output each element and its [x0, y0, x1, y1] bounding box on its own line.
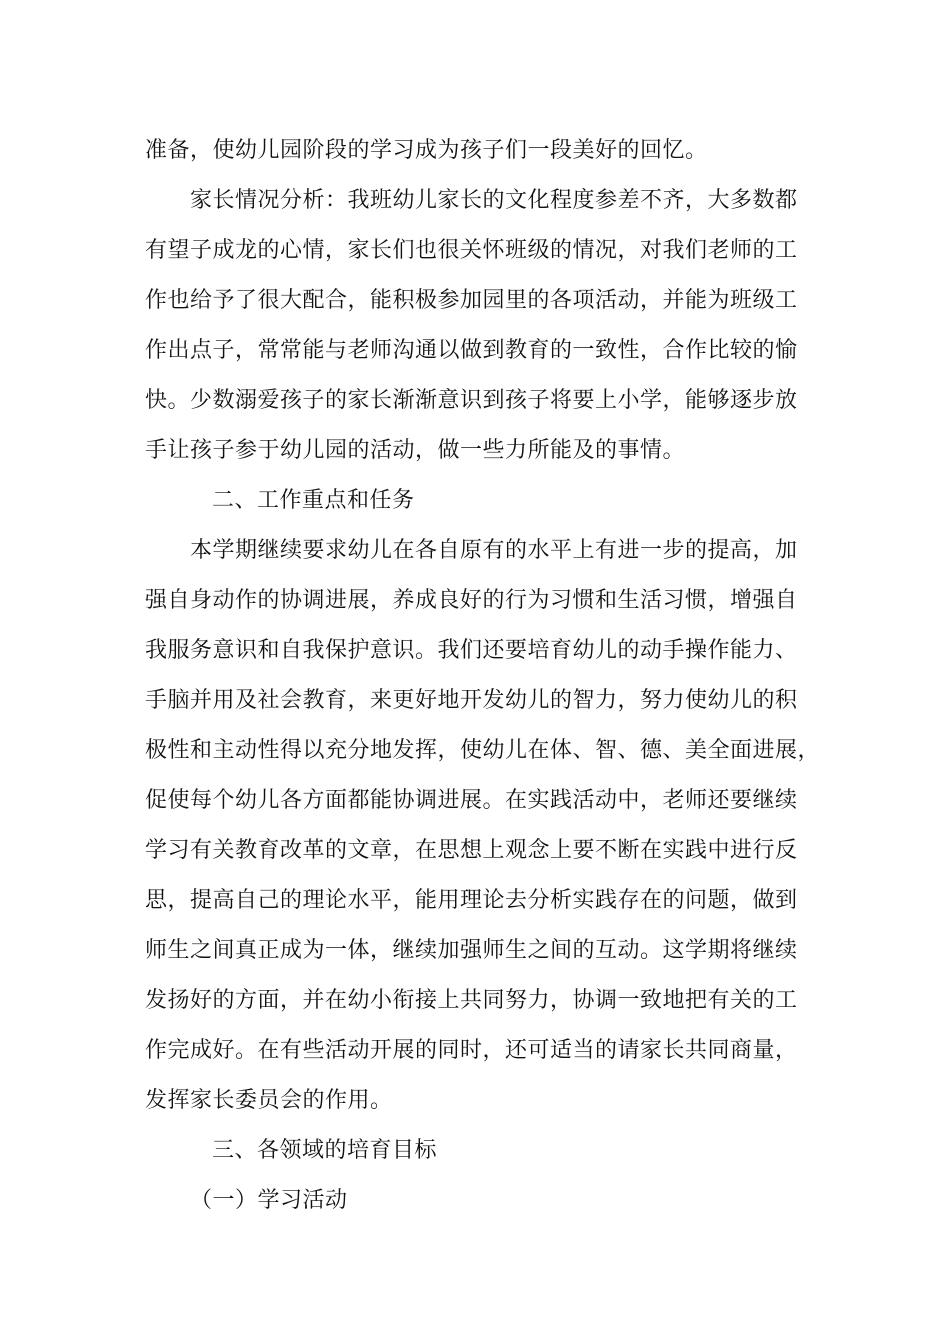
- subsection-heading: （一）学习活动: [190, 1188, 348, 1213]
- paragraph-line: 师生之间真正成为一体，继续加强师生之间的互动。这学期将继续: [145, 938, 798, 963]
- paragraph-line: 思，提高自己的理论水平，能用理论去分析实践存在的问题，做到: [145, 888, 798, 913]
- section-heading: 三、各领域的培育目标: [212, 1138, 438, 1163]
- paragraph-line: 作出点子，常常能与老师沟通以做到教育的一致性，合作比较的愉: [145, 338, 798, 363]
- paragraph-line: 促使每个幼儿各方面都能协调进展。在实践活动中，老师还要继续: [145, 788, 798, 813]
- paragraph-line: 极性和主动性得以充分地发挥，使幼儿在体、智、德、美全面进展，: [145, 738, 821, 763]
- paragraph-line: 家长情况分析：我班幼儿家长的文化程度参差不齐，大多数都: [190, 188, 798, 213]
- paragraph-line: 我服务意识和自我保护意识。我们还要培育幼儿的动手操作能力、: [145, 638, 798, 663]
- paragraph-line: 强自身动作的协调进展，养成良好的行为习惯和生活习惯，增强自: [145, 588, 798, 613]
- paragraph-line: 作完成好。在有些活动开展的同时，还可适当的请家长共同商量，: [145, 1038, 798, 1063]
- paragraph-line: 发挥家长委员会的作用。: [145, 1088, 393, 1113]
- paragraph-line: 快。少数溺爱孩子的家长渐渐意识到孩子将要上小学，能够逐步放: [145, 388, 798, 413]
- paragraph-line: 有望子成龙的心情，家长们也很关怀班级的情况，对我们老师的工: [145, 238, 798, 263]
- paragraph-line: 作也给予了很大配合，能积极参加园里的各项活动，并能为班级工: [145, 288, 798, 313]
- paragraph-line: 学习有关教育改革的文章，在思想上观念上要不断在实践中进行反: [145, 838, 798, 863]
- section-heading: 二、工作重点和任务: [212, 488, 415, 513]
- paragraph-line: 手让孩子参于幼儿园的活动，做一些力所能及的事情。: [145, 438, 686, 463]
- paragraph-line: 准备，使幼儿园阶段的学习成为孩子们一段美好的回忆。: [145, 138, 708, 163]
- paragraph-line: 本学期继续要求幼儿在各自原有的水平上有进一步的提高，加: [190, 538, 798, 563]
- paragraph-line: 手脑并用及社会教育，来更好地开发幼儿的智力，努力使幼儿的积: [145, 688, 798, 713]
- paragraph-line: 发扬好的方面，并在幼小衔接上共同努力，协调一致地把有关的工: [145, 988, 798, 1013]
